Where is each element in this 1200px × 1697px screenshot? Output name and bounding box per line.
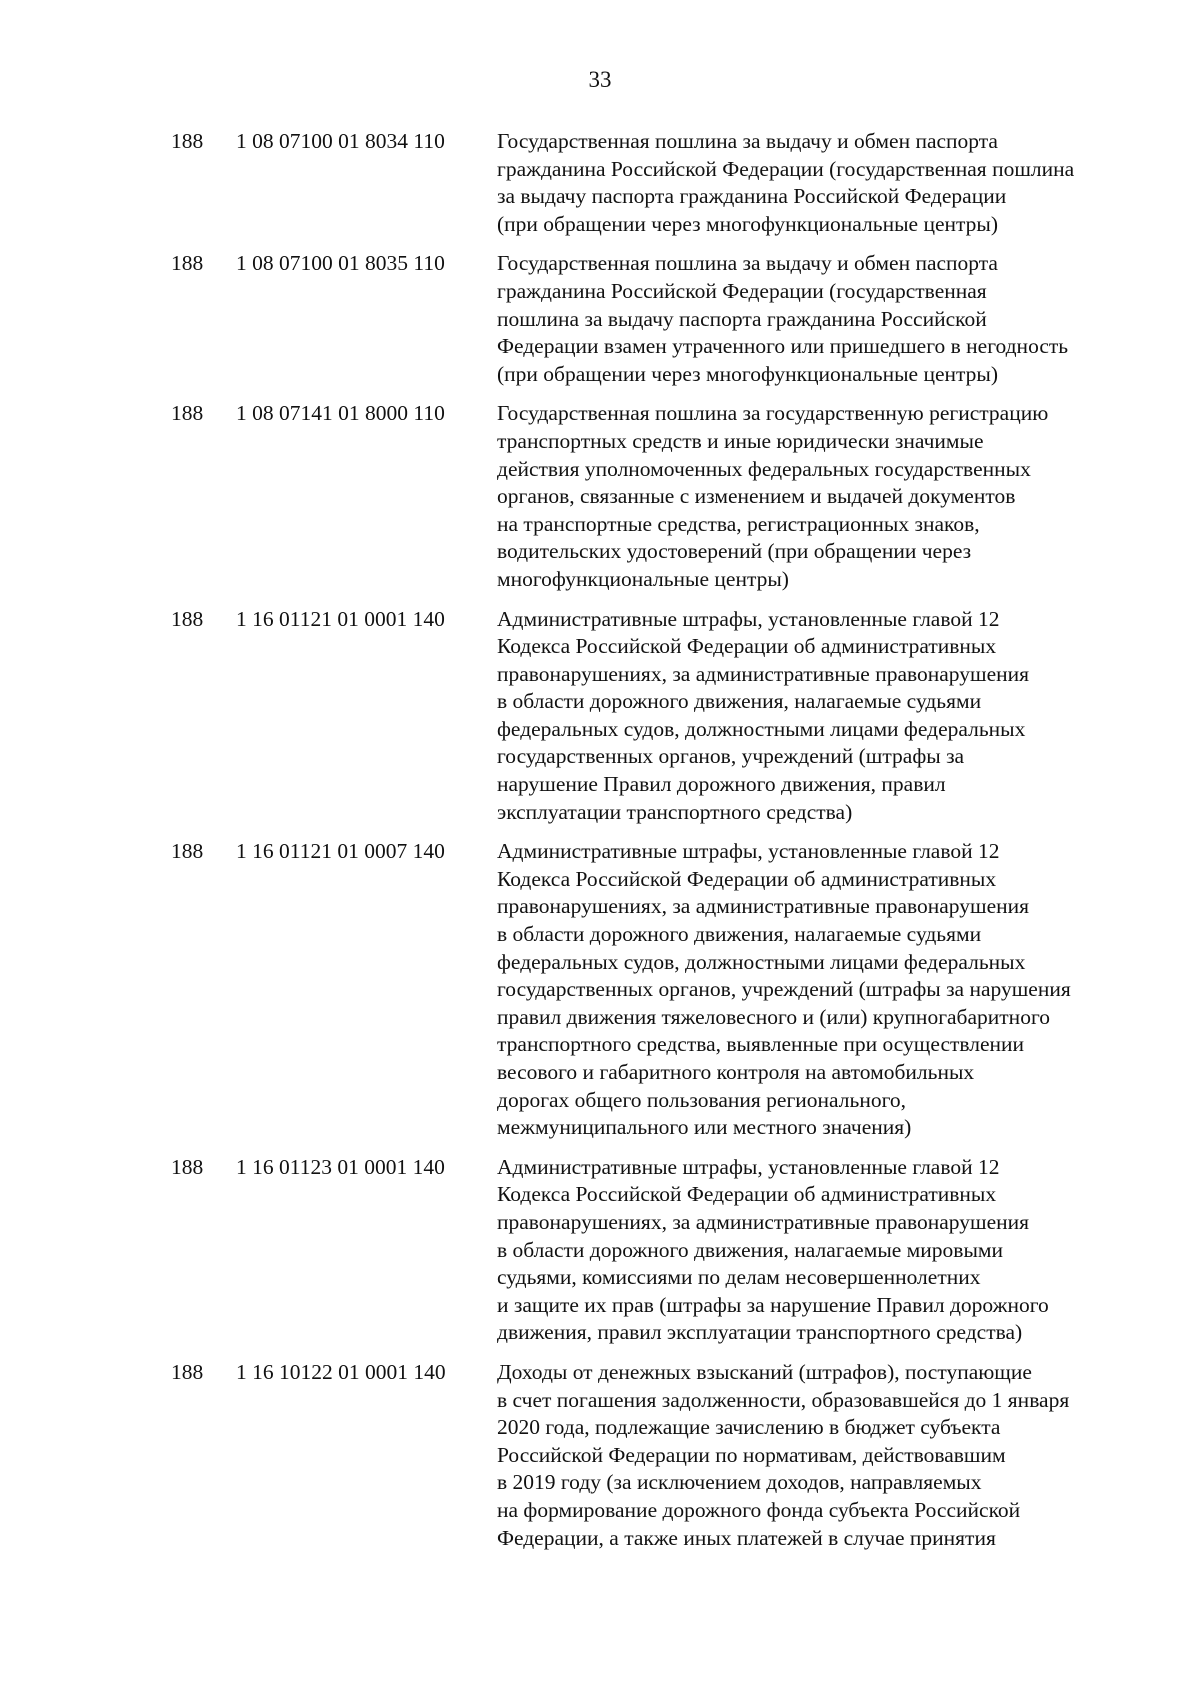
- description-line: государственных органов, учреждений (штрафы за нарушения: [497, 977, 1071, 1002]
- description-line: органов, связанные с изменением и выдачей документов: [497, 484, 1016, 509]
- description-line: Административные штрафы, установленные главой 12: [497, 839, 1000, 864]
- description-line: Государственная пошлина за выдачу и обмен паспорта: [497, 129, 998, 153]
- description-line: за выдачу паспорта гражданина Российской Федерации: [497, 184, 1007, 209]
- description-line: (при обращении через многофункциональные центры): [497, 361, 999, 386]
- description-line: Административные штрафы, установленные главой 12: [497, 606, 1000, 631]
- description-line: движения, правил эксплуатации транспортного средства): [497, 1320, 1023, 1345]
- description-line: Российской Федерации по нормативам, действовавшим: [497, 1442, 1006, 1467]
- description-line: дорогах общего пользования регионального,: [497, 1087, 906, 1112]
- revenue-description: [497, 838, 1137, 1142]
- description-line: гражданина Российской Федерации (государственная: [497, 278, 987, 303]
- description-line: водительских удостоверений (при обращении через: [497, 539, 972, 564]
- description-line: в счет погашения задолженности, образовавшейся до 1 января: [497, 1387, 1070, 1412]
- description-line: (при обращении через многофункциональные центры): [497, 211, 999, 236]
- description-line: в 2019 году (за исключением доходов, направляемых: [497, 1470, 982, 1495]
- description-line: правонарушениях, за административные правонарушения: [497, 661, 1030, 686]
- revenue-description: [497, 400, 1137, 593]
- description-line: нарушение Правил дорожного движения, правил: [497, 772, 946, 797]
- administrator-code: 188: [171, 401, 204, 426]
- description-line: многофункциональные центры): [497, 566, 789, 591]
- table-row: [0, 400, 1200, 593]
- description-line: в области дорожного движения, налагаемые судьями: [497, 689, 982, 714]
- budget-classification-code: 1 08 07100 01 8035 110: [236, 251, 445, 276]
- budget-classification-code: 1 16 01121 01 0007 140: [236, 839, 445, 864]
- budget-classification-code: 1 08 07141 01 8000 110: [236, 401, 445, 426]
- description-line: правонарушениях, за административные правонарушения: [497, 1209, 1030, 1234]
- table-row: [0, 250, 1200, 388]
- description-line: в области дорожного движения, налагаемые мировыми: [497, 1237, 1004, 1262]
- description-line: правил движения тяжеловесного и (или) крупногабаритного: [497, 1004, 1050, 1029]
- table-row: [0, 1359, 1200, 1552]
- description-line: Доходы от денежных взысканий (штрафов), поступающие: [497, 1359, 1032, 1384]
- description-line: транспортных средств и иные юридически значимые: [497, 428, 984, 453]
- description-line: Кодекса Российской Федерации об административных: [497, 634, 997, 659]
- description-line: гражданина Российской Федерации (государственная пошлина: [497, 156, 1075, 181]
- budget-classification-code: 1 16 10122 01 0001 140: [236, 1359, 446, 1384]
- administrator-code: 188: [171, 839, 204, 864]
- description-line: федеральных судов, должностными лицами федеральных: [497, 949, 1026, 974]
- description-line: транспортного средства, выявленные при осуществлении: [497, 1032, 1025, 1057]
- description-line: Государственная пошлина за выдачу и обмен паспорта: [497, 251, 998, 276]
- page-number: 33: [588, 67, 612, 92]
- description-line: государственных органов, учреждений (штрафы за: [497, 744, 965, 769]
- description-line: Федерации, а также иных платежей в случае принятия: [497, 1525, 996, 1550]
- description-line: 2020 года, подлежащие зачислению в бюджет субъекта: [497, 1415, 1001, 1440]
- table-row: [0, 1154, 1200, 1347]
- description-line: пошлина за выдачу паспорта гражданина Российской: [497, 306, 987, 331]
- budget-classification-code: 1 16 01123 01 0001 140: [236, 1154, 445, 1179]
- administrator-code: 188: [171, 1154, 204, 1179]
- description-line: Кодекса Российской Федерации об административных: [497, 866, 997, 891]
- description-line: судьями, комиссиями по делам несовершеннолетних: [497, 1265, 981, 1290]
- administrator-code: 188: [171, 1359, 204, 1384]
- description-line: на транспортные средства, регистрационных знаков,: [497, 511, 980, 536]
- description-line: действия уполномоченных федеральных государственных: [497, 456, 1031, 481]
- description-line: Административные штрафы, установленные главой 12: [497, 1154, 1000, 1179]
- description-line: Федерации взамен утраченного или пришедшего в негодность: [497, 334, 1069, 359]
- revenue-description: [497, 606, 1137, 827]
- revenue-description: [497, 128, 1137, 238]
- table-row: [0, 838, 1200, 1142]
- description-line: и защите их прав (штрафы за нарушение Правил дорожного: [497, 1292, 1049, 1317]
- description-line: эксплуатации транспортного средства): [497, 799, 853, 824]
- table-row: [0, 606, 1200, 827]
- description-line: весового и габаритного контроля на автомобильных: [497, 1060, 975, 1084]
- budget-classification-code: 1 16 01121 01 0001 140: [236, 606, 445, 631]
- administrator-code: 188: [171, 129, 204, 153]
- revenue-description: [497, 1154, 1137, 1347]
- description-line: федеральных судов, должностными лицами федеральных: [497, 716, 1026, 741]
- description-line: Государственная пошлина за государственную регистрацию: [497, 401, 1049, 426]
- budget-classification-code: 1 08 07100 01 8034 110: [236, 129, 445, 153]
- description-line: на формирование дорожного фонда субъекта Российской: [497, 1497, 1021, 1522]
- revenue-code-table: [0, 128, 1200, 1564]
- description-line: в области дорожного движения, налагаемые судьями: [497, 922, 982, 947]
- description-line: правонарушениях, за административные правонарушения: [497, 894, 1030, 919]
- description-line: межмуниципального или местного значения): [497, 1115, 912, 1140]
- description-line: Кодекса Российской Федерации об административных: [497, 1182, 997, 1207]
- administrator-code: 188: [171, 606, 204, 631]
- administrator-code: 188: [171, 251, 204, 276]
- revenue-description: [497, 1359, 1137, 1552]
- revenue-description: [497, 250, 1137, 388]
- table-row: [0, 128, 1200, 238]
